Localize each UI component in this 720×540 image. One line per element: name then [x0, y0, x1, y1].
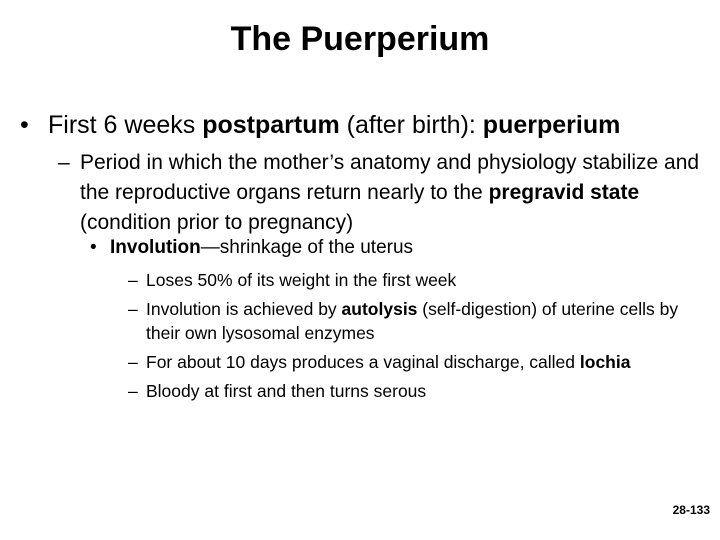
- bullet-dot: •: [90, 237, 97, 258]
- bullet-level2: [58, 148, 708, 238]
- bullet-level4-lochia: [128, 350, 713, 374]
- l4-c-text-1: For about 10 days produces a vaginal discharge, called: [146, 352, 580, 372]
- l4-a-text: Loses 50% of its weight in the first week: [146, 270, 457, 290]
- l1-text-1: First 6 weeks: [48, 111, 203, 139]
- l2-text-2: (condition prior to pregnancy): [80, 211, 354, 234]
- l3-text: —shrinkage of the uterus: [200, 237, 414, 258]
- slide-title: The Puerperium: [230, 20, 490, 58]
- term-involution: Involution: [110, 237, 201, 258]
- bullet-dash: –: [128, 381, 138, 401]
- bullet-dash: –: [128, 352, 138, 372]
- bullet-dash: –: [58, 151, 70, 174]
- term-autolysis: autolysis: [341, 299, 418, 319]
- l4-b-text-1: Involution is achieved by: [146, 299, 342, 319]
- l4-b-body: [128, 297, 713, 345]
- term-puerperium: puerperium: [482, 111, 621, 139]
- bullet-level4-weight: [128, 268, 713, 292]
- bullet-level4-autolysis: [128, 297, 713, 345]
- bullet-level4-serous: [128, 379, 713, 403]
- page-number: 28-133: [672, 503, 710, 517]
- l2-body: [58, 148, 708, 238]
- term-lochia: lochia: [579, 352, 631, 372]
- bullet-dot: •: [20, 111, 29, 139]
- term-pregravid-state: pregravid state: [488, 181, 640, 204]
- l4-b-text-2: (self-digestion) of uterine cells by their own lysosomal enzymes: [146, 299, 679, 343]
- term-postpartum: postpartum: [202, 111, 340, 139]
- bullet-level1: [20, 108, 710, 142]
- l1-text-2: (after birth):: [339, 111, 483, 139]
- l4-d-text: Bloody at first and then turns serous: [146, 381, 427, 401]
- l4-c-body: [128, 350, 713, 374]
- bullet-level3: [90, 234, 710, 262]
- l2-text-1: Period in which the mother’s anatomy and physiology stabilize and the reproductive organs return nearly to the: [80, 151, 700, 204]
- bullet-dash: –: [128, 270, 138, 290]
- bullet-dash: –: [128, 299, 138, 319]
